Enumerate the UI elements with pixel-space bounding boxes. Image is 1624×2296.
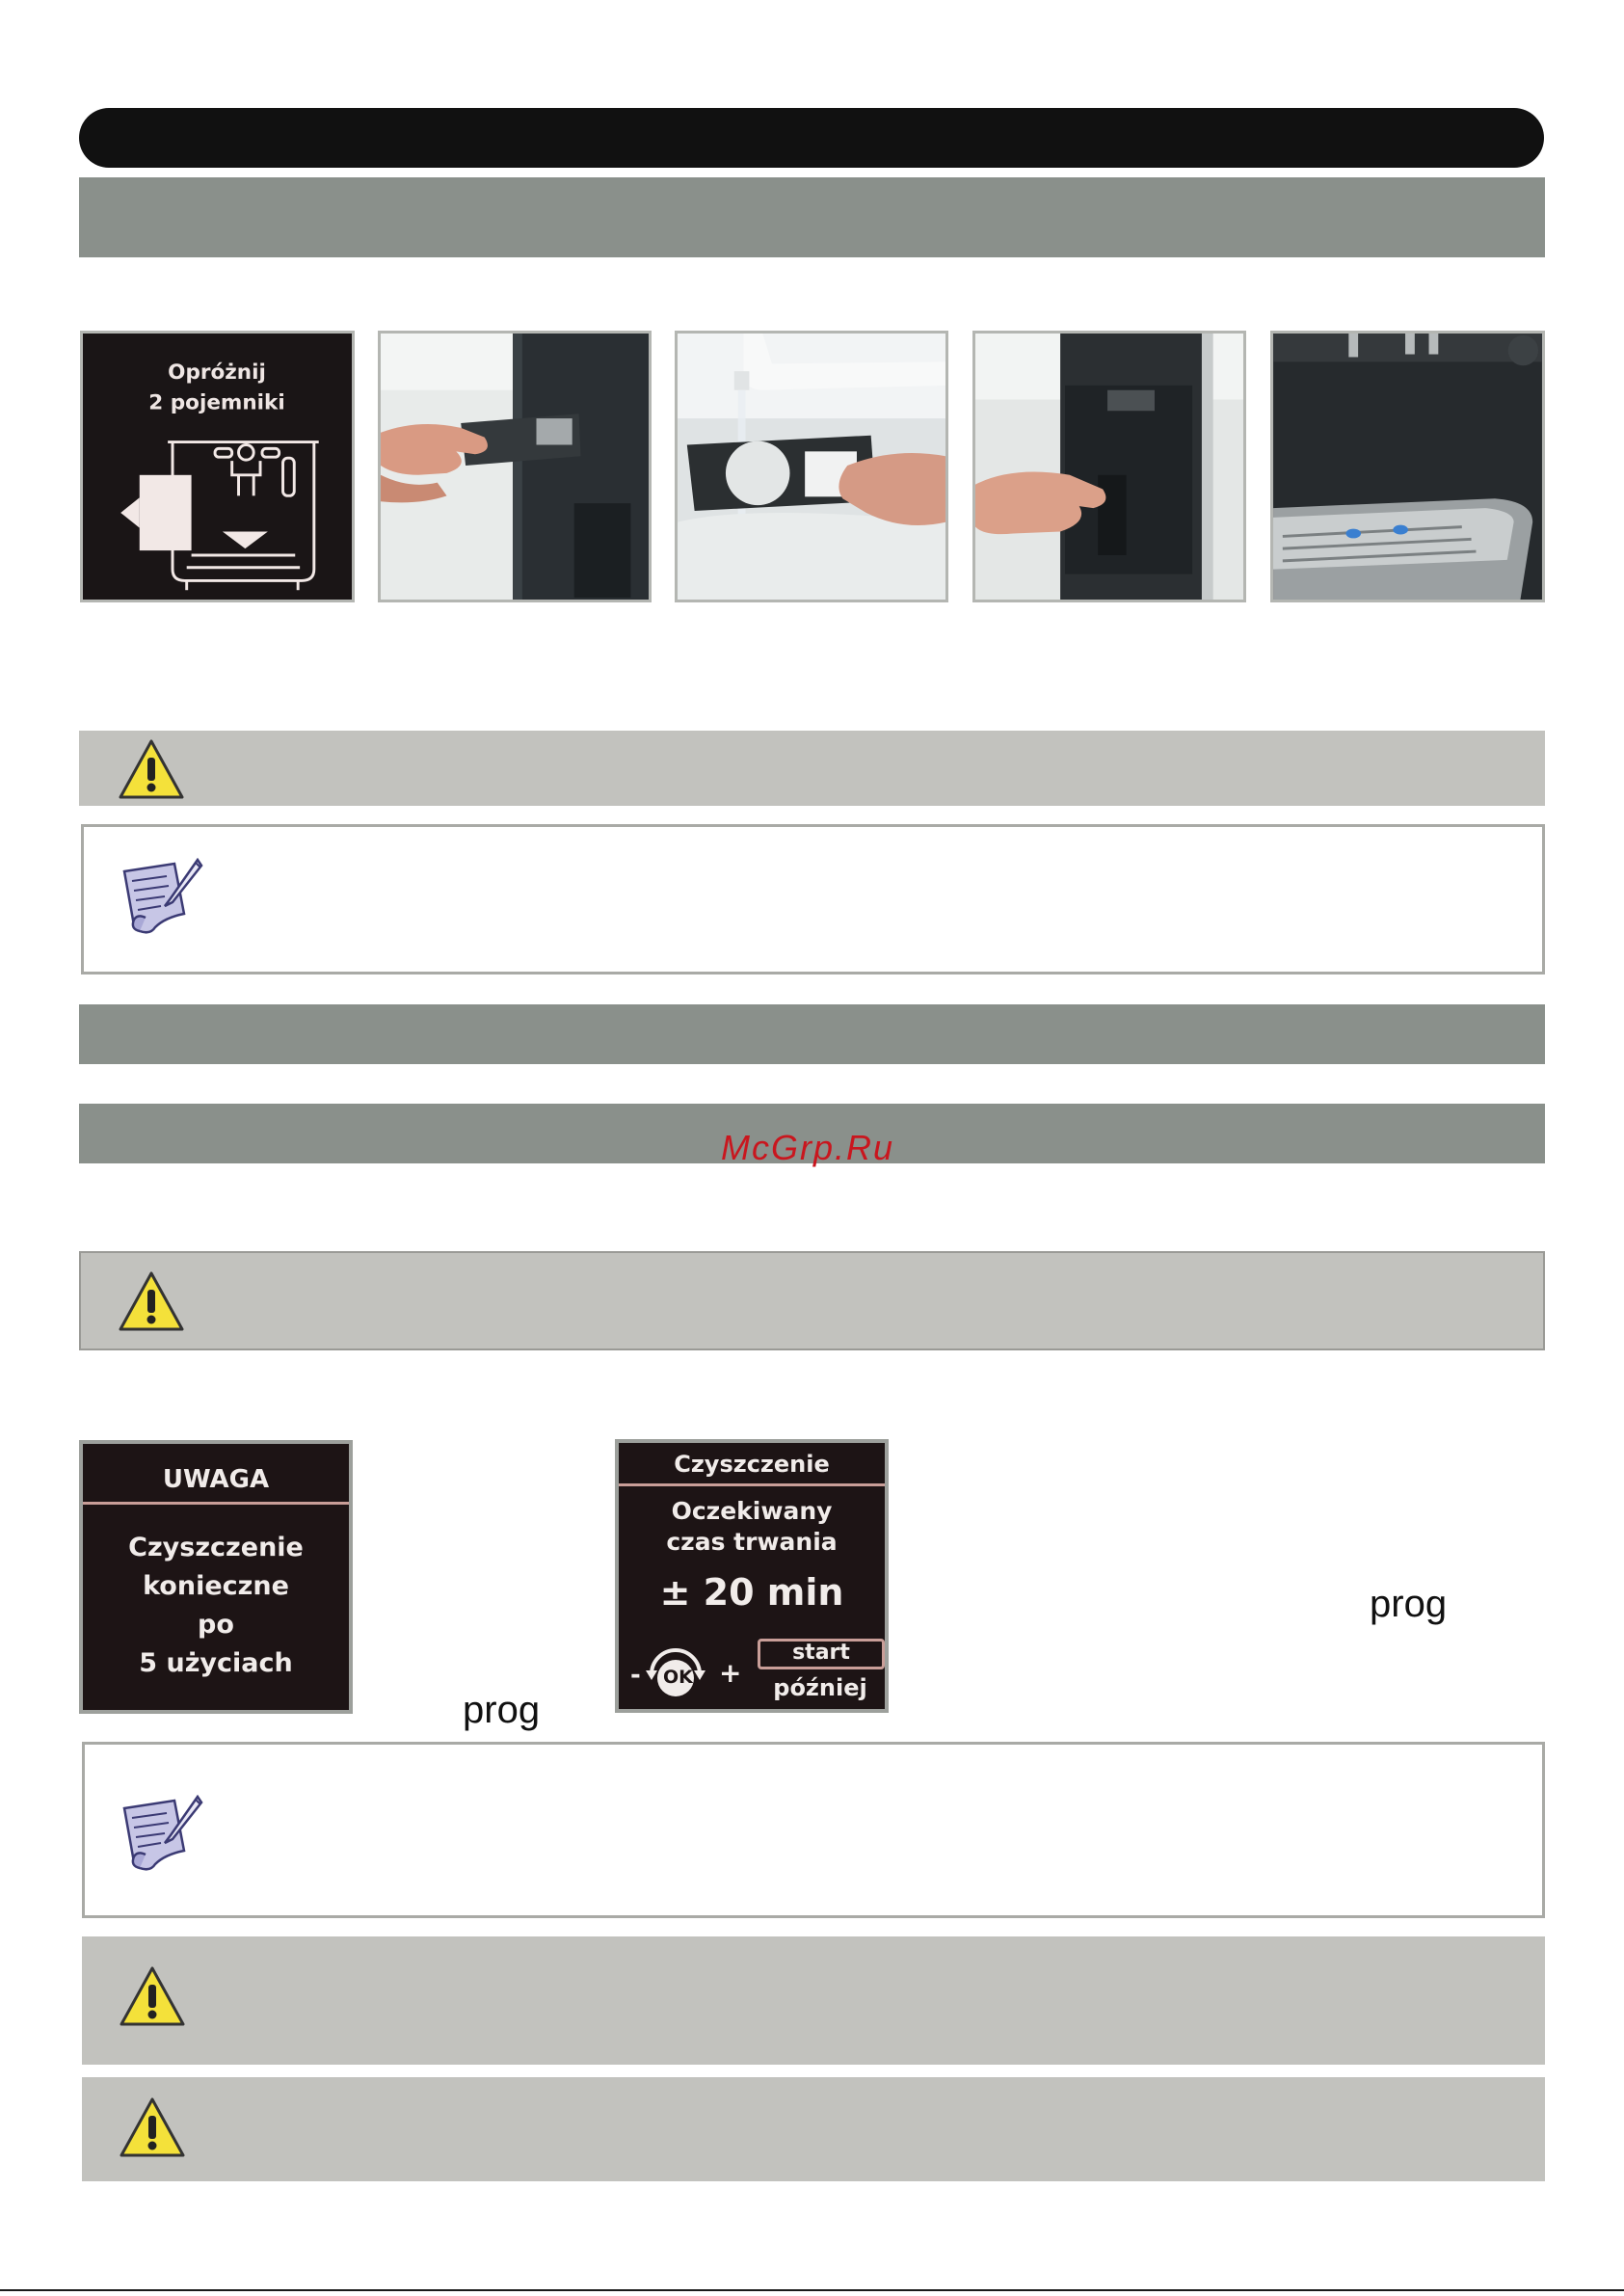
step-tile-display (80, 331, 355, 602)
footer-rule (0, 2289, 1624, 2291)
screen-duration: ± 20 min (659, 1571, 844, 1614)
empty-containers-display-illustration (83, 334, 352, 600)
remove-grounds-tray-photo (381, 334, 649, 600)
screen-line: Czyszczenie (128, 1533, 304, 1562)
screen-divider (83, 1502, 349, 1505)
warning-triangle-icon (118, 1270, 185, 1332)
warning-bar (79, 1251, 1545, 1350)
step-tile-rinse (675, 331, 948, 602)
step-tile-reinsert (972, 331, 1246, 602)
display-line-2: 2 pojemniki (148, 390, 285, 415)
step-tile-remove-tray (378, 331, 652, 602)
screen-line: konieczne (143, 1571, 289, 1601)
rinse-tray-under-water-photo (678, 334, 945, 600)
screen-minus: - (630, 1661, 641, 1690)
display-screen-warning (79, 1440, 353, 1714)
screen-line: po (198, 1610, 234, 1640)
later-option: później (773, 1674, 867, 1701)
warning-triangle-icon (119, 2096, 186, 2158)
display-line-1: Opróżnij (168, 360, 266, 385)
step-tile-drip-tray (1270, 331, 1545, 602)
section-header-bar (79, 1004, 1545, 1064)
prog-button-label: prog (1370, 1583, 1448, 1625)
prog-button-label: prog (463, 1689, 541, 1731)
screen-plus: + (719, 1657, 742, 1689)
screen-line: Oczekiwany (671, 1497, 833, 1525)
start-option: start (758, 1639, 885, 1669)
chapter-header-bar (79, 108, 1544, 168)
note-box (81, 824, 1545, 974)
note-pencil-icon (117, 858, 203, 939)
screen-divider (619, 1483, 885, 1486)
screen-header: UWAGA (162, 1465, 270, 1494)
note-pencil-icon (117, 1795, 203, 1876)
screen-header: Czyszczenie (674, 1451, 830, 1478)
warning-triangle-icon (119, 1965, 186, 2027)
watermark: McGrp.Ru (721, 1128, 895, 1167)
warning-triangle-icon (118, 738, 185, 800)
screen-line: czas trwania (666, 1528, 838, 1556)
screen-line: 5 użyciach (139, 1648, 293, 1678)
warning-bar (79, 731, 1545, 806)
warning-bar (82, 2077, 1545, 2181)
warning-bar (82, 1936, 1545, 2065)
reinsert-tray-photo (975, 334, 1243, 600)
drip-tray-photo (1273, 334, 1542, 600)
display-screen-cleaning (615, 1439, 889, 1713)
note-box (82, 1742, 1545, 1918)
ok-label: OK (663, 1667, 693, 1688)
section-header-bar (79, 177, 1545, 257)
